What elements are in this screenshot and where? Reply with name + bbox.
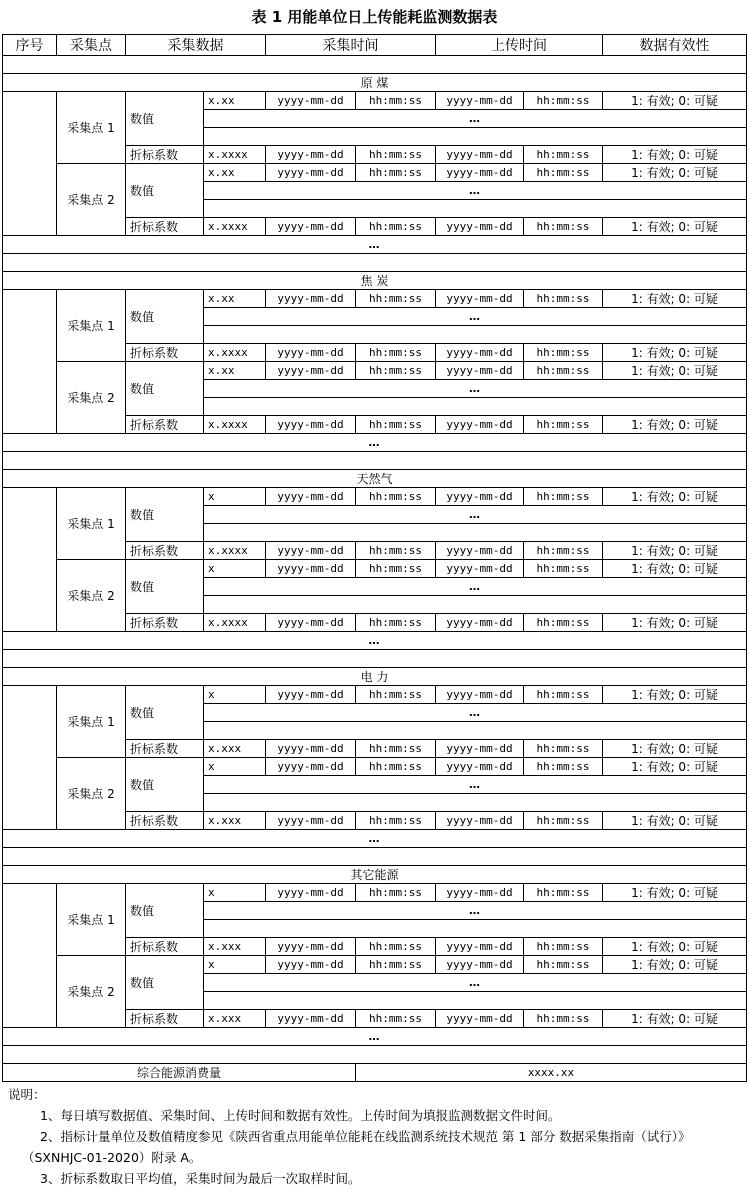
upload-date: yyyy-mm-dd [436, 938, 524, 956]
total-row [3, 1064, 747, 1082]
ellipsis: … [204, 902, 747, 920]
upload-time: hh:mm:ss [524, 812, 603, 830]
table-row [3, 560, 747, 578]
value-label: 数值 [126, 290, 204, 344]
validity: 1: 有效; 0: 可疑 [603, 686, 747, 704]
collect-time: hh:mm:ss [356, 686, 436, 704]
upload-time: hh:mm:ss [524, 1010, 603, 1028]
collect-date: yyyy-mm-dd [266, 164, 356, 182]
ellipsis: … [204, 776, 747, 794]
validity: 1: 有效; 0: 可疑 [603, 344, 747, 362]
validity: 1: 有效; 0: 可疑 [603, 146, 747, 164]
collect-date: yyyy-mm-dd [266, 560, 356, 578]
blank-cell [204, 596, 747, 614]
table-row [3, 686, 747, 704]
collection-point: 采集点 1 [57, 92, 126, 164]
data-value: x.xx [204, 164, 266, 182]
data-value: x [204, 884, 266, 902]
validity: 1: 有效; 0: 可疑 [603, 956, 747, 974]
ellipsis: … [204, 578, 747, 596]
table-row [3, 290, 747, 308]
collect-time: hh:mm:ss [356, 344, 436, 362]
collection-point: 采集点 2 [57, 164, 126, 236]
collect-time: hh:mm:ss [356, 758, 436, 776]
seq-cell [3, 488, 57, 632]
collect-time: hh:mm:ss [356, 92, 436, 110]
upload-time: hh:mm:ss [524, 146, 603, 164]
section-ellipsis-row [3, 632, 747, 650]
data-value: x [204, 686, 266, 704]
collect-date: yyyy-mm-dd [266, 542, 356, 560]
upload-date: yyyy-mm-dd [436, 290, 524, 308]
collect-date: yyyy-mm-dd [266, 758, 356, 776]
gap-cell [3, 254, 747, 272]
value-label: 数值 [126, 164, 204, 218]
validity: 1: 有效; 0: 可疑 [603, 164, 747, 182]
section-gap [3, 650, 747, 668]
blank-cell [204, 524, 747, 542]
data-value: x.xxxx [204, 416, 266, 434]
seq-cell [3, 686, 57, 830]
notes-title: 说明： [8, 1087, 46, 1102]
table-row [3, 884, 747, 902]
upload-date: yyyy-mm-dd [436, 686, 524, 704]
section-ellipsis-row [3, 236, 747, 254]
section-title-row [3, 668, 747, 686]
validity: 1: 有效; 0: 可疑 [603, 362, 747, 380]
seq-cell [3, 92, 57, 236]
ellipsis: … [204, 308, 747, 326]
factor-label: 折标系数 [126, 218, 204, 236]
blank-cell [204, 326, 747, 344]
validity: 1: 有效; 0: 可疑 [603, 938, 747, 956]
section-gap [3, 452, 747, 470]
header-cell: 上传时间 [436, 35, 603, 56]
ellipsis: … [3, 434, 747, 452]
ellipsis: … [204, 974, 747, 992]
validity: 1: 有效; 0: 可疑 [603, 884, 747, 902]
section-title-row [3, 470, 747, 488]
collection-point: 采集点 2 [57, 758, 126, 830]
upload-time: hh:mm:ss [524, 884, 603, 902]
section-title: 电 力 [3, 668, 747, 686]
data-value: x.xxxx [204, 146, 266, 164]
section-title: 其它能源 [3, 866, 747, 884]
header-cell: 数据有效性 [603, 35, 747, 56]
factor-label: 折标系数 [126, 614, 204, 632]
upload-date: yyyy-mm-dd [436, 614, 524, 632]
ellipsis: … [204, 110, 747, 128]
upload-time: hh:mm:ss [524, 362, 603, 380]
upload-time: hh:mm:ss [524, 344, 603, 362]
collect-time: hh:mm:ss [356, 362, 436, 380]
upload-date: yyyy-mm-dd [436, 218, 524, 236]
notes [0, 1084, 749, 1189]
collect-date: yyyy-mm-dd [266, 884, 356, 902]
collect-time: hh:mm:ss [356, 740, 436, 758]
upload-time: hh:mm:ss [524, 758, 603, 776]
factor-label: 折标系数 [126, 812, 204, 830]
value-label: 数值 [126, 560, 204, 614]
upload-time: hh:mm:ss [524, 560, 603, 578]
header-cell: 采集数据 [126, 35, 266, 56]
section-title: 原 煤 [3, 74, 747, 92]
upload-time: hh:mm:ss [524, 488, 603, 506]
collect-date: yyyy-mm-dd [266, 290, 356, 308]
collect-date: yyyy-mm-dd [266, 362, 356, 380]
upload-time: hh:mm:ss [524, 92, 603, 110]
table-row [3, 164, 747, 182]
ellipsis: … [204, 182, 747, 200]
blank-cell [204, 920, 747, 938]
validity: 1: 有效; 0: 可疑 [603, 758, 747, 776]
collection-point: 采集点 1 [57, 686, 126, 758]
blank-cell [204, 200, 747, 218]
collect-date: yyyy-mm-dd [266, 1010, 356, 1028]
collect-time: hh:mm:ss [356, 164, 436, 182]
value-label: 数值 [126, 758, 204, 812]
ellipsis: … [3, 830, 747, 848]
upload-time: hh:mm:ss [524, 164, 603, 182]
section-ellipsis-row [3, 434, 747, 452]
value-label: 数值 [126, 686, 204, 740]
upload-date: yyyy-mm-dd [436, 344, 524, 362]
table-row [3, 488, 747, 506]
upload-date: yyyy-mm-dd [436, 560, 524, 578]
collect-time: hh:mm:ss [356, 956, 436, 974]
table-row [3, 362, 747, 380]
collect-date: yyyy-mm-dd [266, 614, 356, 632]
data-value: x [204, 488, 266, 506]
data-value: x.xxx [204, 740, 266, 758]
collect-time: hh:mm:ss [356, 542, 436, 560]
blank-cell [204, 128, 747, 146]
gap-cell [3, 56, 747, 74]
collect-time: hh:mm:ss [356, 938, 436, 956]
value-label: 数值 [126, 362, 204, 416]
header-row [3, 35, 747, 56]
upload-date: yyyy-mm-dd [436, 92, 524, 110]
section-gap [3, 1046, 747, 1064]
seq-cell [3, 884, 57, 1028]
collection-point: 采集点 1 [57, 488, 126, 560]
collect-time: hh:mm:ss [356, 884, 436, 902]
collect-date: yyyy-mm-dd [266, 956, 356, 974]
blank-cell [204, 794, 747, 812]
data-value: x.xxx [204, 812, 266, 830]
ellipsis: … [204, 380, 747, 398]
validity: 1: 有效; 0: 可疑 [603, 812, 747, 830]
section-title-row [3, 866, 747, 884]
collect-time: hh:mm:ss [356, 218, 436, 236]
data-value: x.xxxx [204, 542, 266, 560]
collection-point: 采集点 2 [57, 560, 126, 632]
header-cell: 采集时间 [266, 35, 436, 56]
validity: 1: 有效; 0: 可疑 [603, 740, 747, 758]
collect-time: hh:mm:ss [356, 488, 436, 506]
data-value: x [204, 560, 266, 578]
gap-cell [3, 452, 747, 470]
table-row [3, 956, 747, 974]
upload-time: hh:mm:ss [524, 416, 603, 434]
collect-date: yyyy-mm-dd [266, 344, 356, 362]
total-value: xxxx.xx [356, 1064, 747, 1082]
ellipsis: … [3, 1028, 747, 1046]
collection-point: 采集点 1 [57, 884, 126, 956]
validity: 1: 有效; 0: 可疑 [603, 1010, 747, 1028]
collect-date: yyyy-mm-dd [266, 146, 356, 164]
collect-date: yyyy-mm-dd [266, 488, 356, 506]
upload-date: yyyy-mm-dd [436, 812, 524, 830]
collect-time: hh:mm:ss [356, 146, 436, 164]
data-value: x.xx [204, 362, 266, 380]
upload-time: hh:mm:ss [524, 218, 603, 236]
factor-label: 折标系数 [126, 416, 204, 434]
collect-date: yyyy-mm-dd [266, 938, 356, 956]
collection-point: 采集点 1 [57, 290, 126, 362]
validity: 1: 有效; 0: 可疑 [603, 290, 747, 308]
upload-date: yyyy-mm-dd [436, 542, 524, 560]
data-value: x [204, 956, 266, 974]
value-label: 数值 [126, 884, 204, 938]
table-title: 表 1 用能单位日上传能耗监测数据表 [251, 8, 498, 26]
data-value: x.xxxx [204, 344, 266, 362]
upload-date: yyyy-mm-dd [436, 956, 524, 974]
header-cell: 采集点 [57, 35, 126, 56]
section-title: 天然气 [3, 470, 747, 488]
ellipsis: … [204, 704, 747, 722]
section-ellipsis-row [3, 1028, 747, 1046]
upload-date: yyyy-mm-dd [436, 146, 524, 164]
collection-point: 采集点 2 [57, 362, 126, 434]
section-gap [3, 56, 747, 74]
upload-time: hh:mm:ss [524, 686, 603, 704]
upload-time: hh:mm:ss [524, 542, 603, 560]
note-item: 2、指标计量单位及数值精度参见《陕西省重点用能单位能耗在线监测系统技术规范 第 1 部分 数据采集指南（试行）》（SXNHJC-01-2020）附录 A。 [22, 1129, 691, 1165]
collect-date: yyyy-mm-dd [266, 92, 356, 110]
blank-cell [204, 992, 747, 1010]
upload-time: hh:mm:ss [524, 290, 603, 308]
factor-label: 折标系数 [126, 344, 204, 362]
value-label: 数值 [126, 92, 204, 146]
collect-date: yyyy-mm-dd [266, 686, 356, 704]
data-value: x.xx [204, 92, 266, 110]
validity: 1: 有效; 0: 可疑 [603, 542, 747, 560]
ellipsis: … [204, 506, 747, 524]
upload-date: yyyy-mm-dd [436, 362, 524, 380]
collect-time: hh:mm:ss [356, 614, 436, 632]
upload-date: yyyy-mm-dd [436, 164, 524, 182]
data-value: x.xxx [204, 938, 266, 956]
validity: 1: 有效; 0: 可疑 [603, 488, 747, 506]
collect-date: yyyy-mm-dd [266, 416, 356, 434]
upload-date: yyyy-mm-dd [436, 758, 524, 776]
section-gap [3, 848, 747, 866]
collect-date: yyyy-mm-dd [266, 740, 356, 758]
data-value: x.xx [204, 290, 266, 308]
collect-time: hh:mm:ss [356, 416, 436, 434]
gap-cell [3, 650, 747, 668]
upload-time: hh:mm:ss [524, 938, 603, 956]
energy-data-table [2, 34, 747, 1082]
ellipsis: … [3, 632, 747, 650]
factor-label: 折标系数 [126, 146, 204, 164]
validity: 1: 有效; 0: 可疑 [603, 416, 747, 434]
upload-time: hh:mm:ss [524, 614, 603, 632]
collect-date: yyyy-mm-dd [266, 812, 356, 830]
validity: 1: 有效; 0: 可疑 [603, 614, 747, 632]
section-title-row [3, 74, 747, 92]
table-row [3, 758, 747, 776]
total-label: 综合能源消费量 [3, 1064, 356, 1082]
validity: 1: 有效; 0: 可疑 [603, 218, 747, 236]
ellipsis: … [3, 236, 747, 254]
collect-time: hh:mm:ss [356, 812, 436, 830]
collect-time: hh:mm:ss [356, 560, 436, 578]
factor-label: 折标系数 [126, 938, 204, 956]
gap-cell [3, 848, 747, 866]
factor-label: 折标系数 [126, 1010, 204, 1028]
collection-point: 采集点 2 [57, 956, 126, 1028]
upload-date: yyyy-mm-dd [436, 1010, 524, 1028]
factor-label: 折标系数 [126, 542, 204, 560]
note-item: 1、每日填写数据值、采集时间、上传时间和数据有效性。上传时间为填报监测数据文件时间。 [40, 1108, 561, 1123]
data-value: x [204, 758, 266, 776]
upload-time: hh:mm:ss [524, 956, 603, 974]
validity: 1: 有效; 0: 可疑 [603, 92, 747, 110]
header-cell: 序号 [3, 35, 57, 56]
note-item: 3、折标系数取日平均值，采集时间为最后一次取样时间。 [40, 1171, 361, 1186]
seq-cell [3, 290, 57, 434]
upload-date: yyyy-mm-dd [436, 416, 524, 434]
gap-cell [3, 1046, 747, 1064]
blank-cell [204, 722, 747, 740]
collect-time: hh:mm:ss [356, 1010, 436, 1028]
upload-date: yyyy-mm-dd [436, 884, 524, 902]
data-value: x.xxxx [204, 218, 266, 236]
upload-time: hh:mm:ss [524, 740, 603, 758]
table-row [3, 92, 747, 110]
section-title: 焦 炭 [3, 272, 747, 290]
value-label: 数值 [126, 956, 204, 1010]
blank-cell [204, 398, 747, 416]
section-ellipsis-row [3, 830, 747, 848]
section-title-row [3, 272, 747, 290]
factor-label: 折标系数 [126, 740, 204, 758]
collect-time: hh:mm:ss [356, 290, 436, 308]
data-value: x.xxx [204, 1010, 266, 1028]
validity: 1: 有效; 0: 可疑 [603, 560, 747, 578]
value-label: 数值 [126, 488, 204, 542]
collect-date: yyyy-mm-dd [266, 218, 356, 236]
upload-date: yyyy-mm-dd [436, 488, 524, 506]
upload-date: yyyy-mm-dd [436, 740, 524, 758]
data-value: x.xxxx [204, 614, 266, 632]
section-gap [3, 254, 747, 272]
